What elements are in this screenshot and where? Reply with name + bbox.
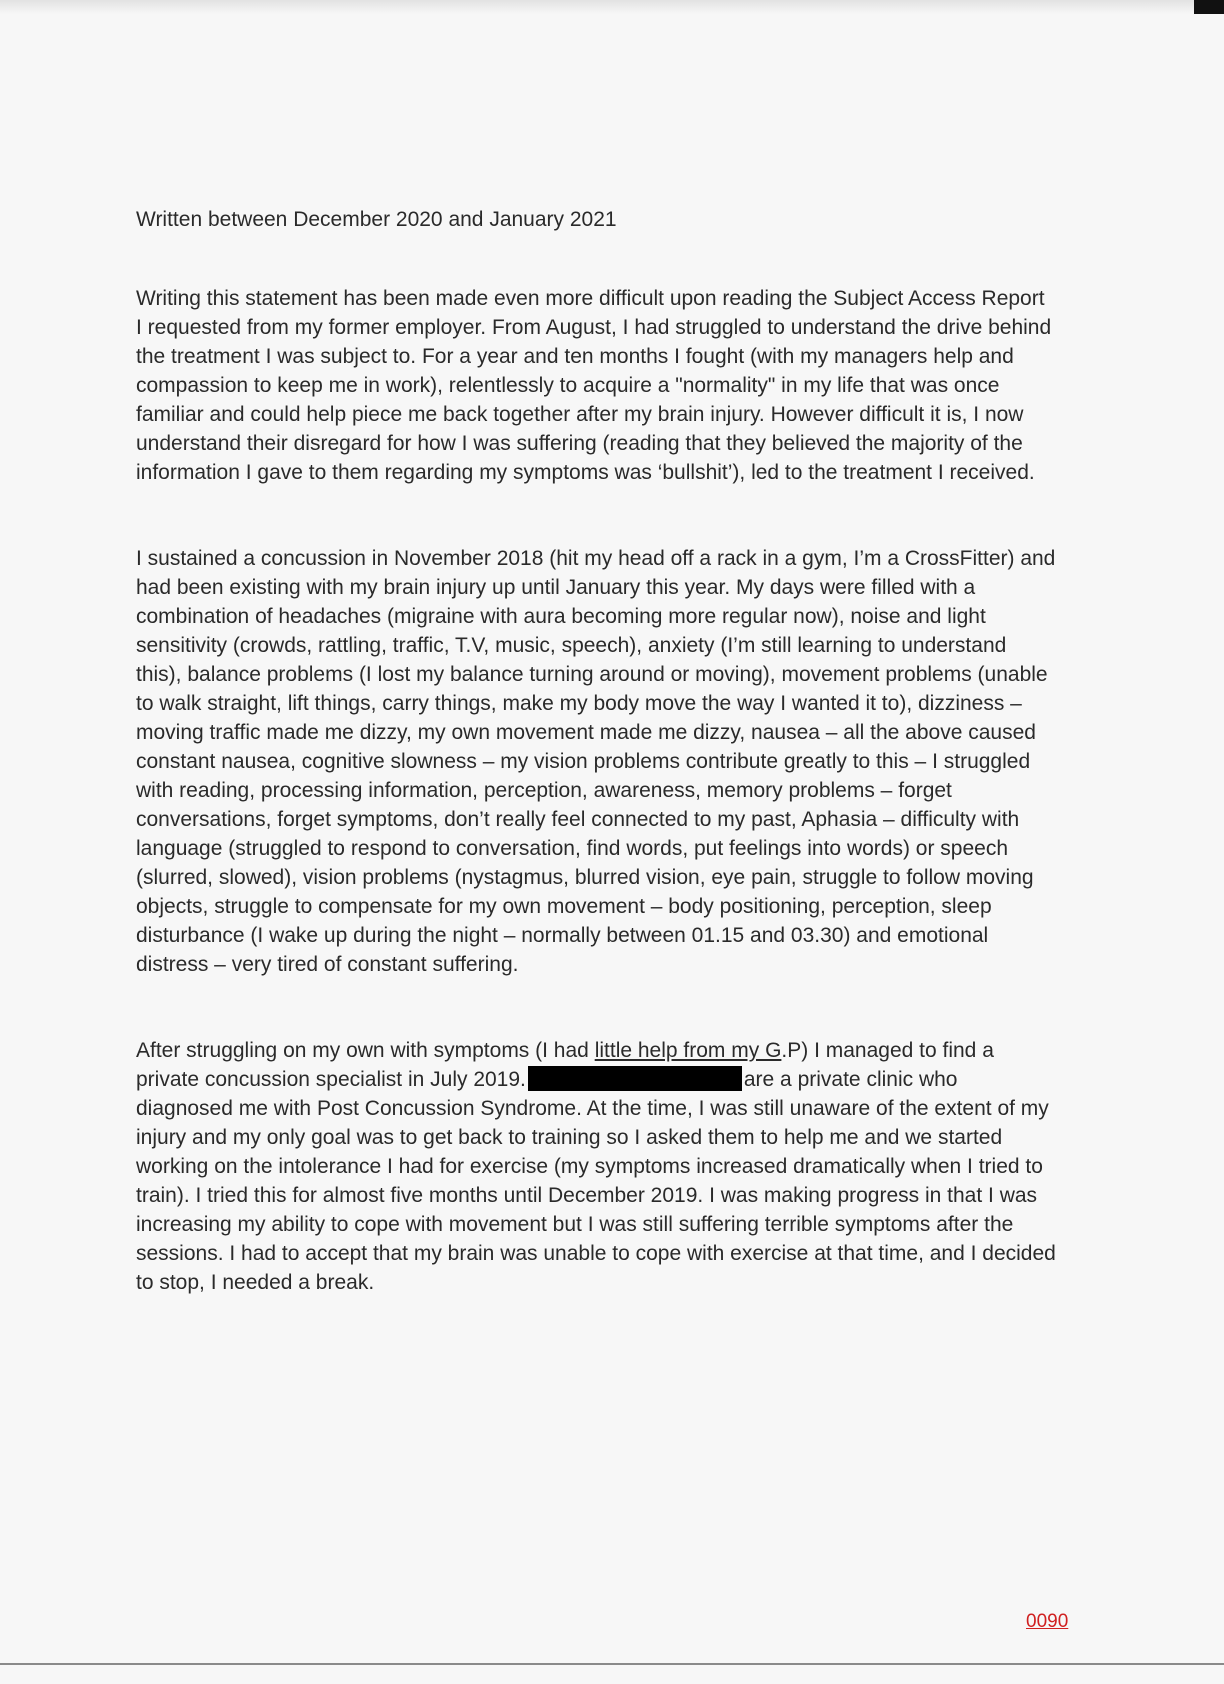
paragraph-private-clinic-part1: After struggling on my own with symptoms (I had <box>136 1039 595 1062</box>
paragraph-concussion-symptoms: I sustained a concussion in November 2018 (hit my head off a rack in a gym, I’m a CrossFitter) and had been existing with my brain injury up until January this year. My days were filled with a combination of headaches (migraine with aura becoming more regular now), noise and light sensitivity (crowds, rattling, traffic, T.V, music, speech), anxiety (I’m still learning to understand this), balance problems (I lost my balance turning around or moving), movement problems (unable to walk straight, lift things, carry things, make my body move the way I wanted it to), dizziness – moving traffic made me dizzy, my own movement made me dizzy, nausea – all the above caused constant nausea, cognitive slowness – my vision problems contribute greatly to this – I struggled with reading, processing information, perception, awareness, memory problems – forget conversations, forget symptoms, don’t really feel connected to my past, Aphasia – difficulty with language (struggled to respond to conversation, find words, put feelings into words) or speech (slurred, slowed), vision problems (nystagmus, blurred vision, eye pain, struggle to follow moving objects, struggle to compensate for my own movement – body positioning, perception, sleep disturbance (I wake up during the night – normally between 01.15 and 03.30) and emotional distress – very tired of constant suffering. <box>136 547 1056 976</box>
page-number: 0090 <box>1026 1611 1069 1632</box>
scan-edge-top <box>0 0 1224 14</box>
scan-corner-mark <box>1194 0 1224 14</box>
redaction-block <box>528 1066 742 1091</box>
paragraph-private-clinic-part3: are a private clinic who diagnosed me with Post Concussion Syndrome. At the time, I was still unaware of the extent of my injury and my only goal was to get back to training so I asked them to help me and we started working on the intolerance I had for exercise (my symptoms increased dramatically when I tried to train). I tried this for almost five months until December 2019. I was making progress in that I was increasing my ability to cope with movement but I was still suffering terrible symptoms after the sessions. I had to accept that my brain was unable to cope with exercise at that time, and I decided to stop, I needed a break. <box>136 1068 1056 1294</box>
statement-body <box>136 205 1056 1354</box>
scan-edge-bottom <box>0 1663 1224 1665</box>
date-line: Written between December 2020 and January 2021 <box>136 208 617 231</box>
paragraph-private-clinic-part2: .P) I managed to find a private concussion specialist in July 2019. <box>136 1039 994 1091</box>
paragraph-subject-access-report: Writing this statement has been made even more difficult upon reading the Subject Access Report I requested from my former employer. From August, I had struggled to understand the drive behind the treatment I was subject to. For a year and ten months I fought (with my managers help and compassion to keep me in work), relentlessly to acquire a "normality" in my life that was once familiar and could help piece me back together after my brain injury. However difficult it is, I now understand their disregard for how I was suffering (reading that they believed the majority of the information I gave to them regarding my symptoms was ‘bullshit’), led to the treatment I received. <box>136 287 1052 484</box>
paragraph-private-clinic <box>136 1036 1056 1297</box>
underlined-text: little help from my G <box>594 1039 782 1062</box>
